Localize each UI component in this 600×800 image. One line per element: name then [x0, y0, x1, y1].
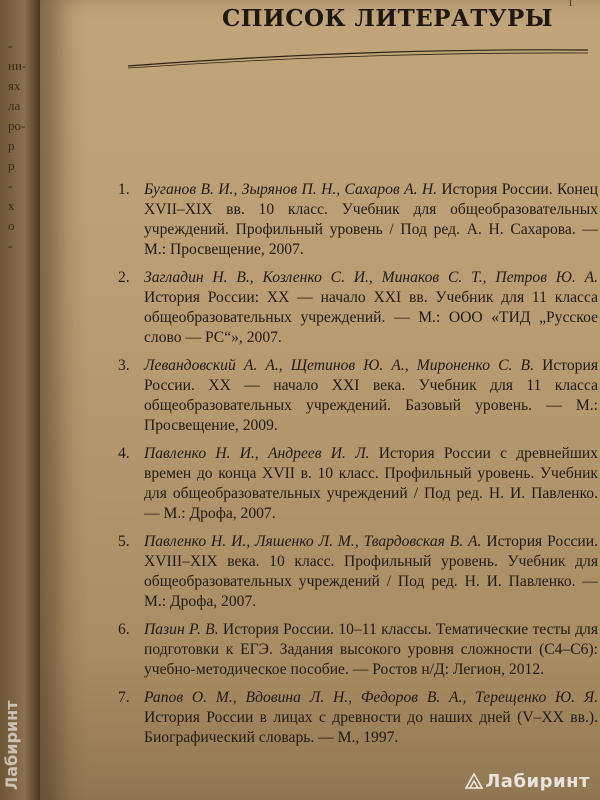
reference-number: 2.	[118, 269, 130, 286]
reference-authors: Левандовский А. А., Щетинов Ю. А., Мироненко С. В.	[144, 357, 534, 374]
watermark-text: Лабиринт	[485, 771, 590, 792]
left-page-fragment: р	[8, 158, 15, 173]
reference-authors: Пазин Р. В.	[144, 621, 219, 638]
reference-text: История России. XVIII–XIX века. 10 класс. Профильный уровень. Учебник для общеобразовательных учреждений / Под ред. Н. И. Павленко. — М.: Дрофа, 2007.	[144, 533, 598, 610]
reference-authors: Павленко Н. И., Андреев И. Л.	[144, 445, 370, 462]
reference-text: История России с древнейших времен до конца XVII в. 10 класс. Профильный уровень. Учебник для общеобразовательных учреждений / Под ред. Н. И. Павленко. — М.: Дрофа, 2007.	[144, 445, 598, 522]
left-page-fragment: ро-	[8, 118, 26, 133]
reference-entry	[118, 180, 598, 260]
title-underline-bottom	[128, 53, 588, 68]
reference-authors: Буганов В. И., Зырянов П. Н., Сахаров А. Н.	[144, 181, 438, 198]
reference-authors: Рапов О. М., Вдовина Л. Н., Федоров В. А., Терещенко Ю. Я.	[144, 689, 598, 706]
left-page-fragment: ни-	[8, 58, 27, 73]
reference-text: История России. XX — начало XXI века. Учебник для 11 класса общеобразовательных учреждений. Базовый уровень. — М.: Просвещение, 2009.	[144, 357, 598, 434]
page-number: 1	[568, 0, 573, 9]
reference-text: История России. 10–11 классы. Тематические тесты для подготовки к ЕГЭ. Задания высокого уровня сложности (С4–С6): учебно-методическое пособие. — Ростов н/Д: Легион, 2012.	[144, 621, 598, 678]
reference-number: 6.	[118, 621, 130, 638]
reference-number: 1.	[118, 181, 130, 198]
left-page-fragment: ла	[8, 98, 21, 113]
reference-number: 5.	[118, 533, 130, 550]
page-title: СПИСОК ЛИТЕРАТУРЫ	[222, 5, 553, 32]
left-page-fragment: -	[8, 38, 13, 53]
book-page	[40, 0, 600, 800]
left-page-fragment: р	[8, 138, 15, 153]
left-page-fragment: ях	[8, 78, 21, 93]
reference-entry	[118, 620, 598, 680]
reference-entry	[118, 532, 598, 612]
reference-number: 4.	[118, 445, 130, 462]
labirint-watermark	[465, 771, 590, 792]
left-page-fragment: -	[8, 238, 13, 253]
reference-authors: Павленко Н. И., Ляшенко Л. М., Твардовская В. А.	[144, 533, 482, 550]
reference-number: 7.	[118, 689, 130, 706]
title-underline	[126, 46, 590, 70]
left-page-fragment: х	[8, 198, 15, 213]
reference-text: История России в лицах с древности до наших дней (V–XX вв.). Биографический словарь. — М., 1997.	[144, 709, 598, 746]
left-page-fragment: о	[8, 218, 15, 233]
reference-text: История России: XX — начало XXI вв. Учебник для 11 класса общеобразовательных учреждений. — М.: ООО «ТИД „Русское слово — РС“», 2007.	[144, 289, 598, 346]
reference-list	[118, 180, 598, 756]
left-page-fragment: -	[8, 178, 13, 193]
side-watermark: Лабиринт	[2, 700, 21, 790]
reference-entry	[118, 268, 598, 348]
reference-entry	[118, 444, 598, 524]
reference-number: 3.	[118, 357, 130, 374]
reference-authors: Загладин Н. В., Козленко С. И., Минаков С. Т., Петров Ю. А.	[144, 269, 598, 286]
reference-entry	[118, 688, 598, 748]
reference-entry	[118, 356, 598, 436]
reference-text: История России. Конец XVII–XIX вв. 10 класс. Учебник для общеобразовательных учреждений. Профильный уровень / Под ред. А. Н. Сахарова. — М.: Просвещение, 2007.	[144, 181, 599, 258]
labirint-logo-icon	[465, 773, 483, 789]
